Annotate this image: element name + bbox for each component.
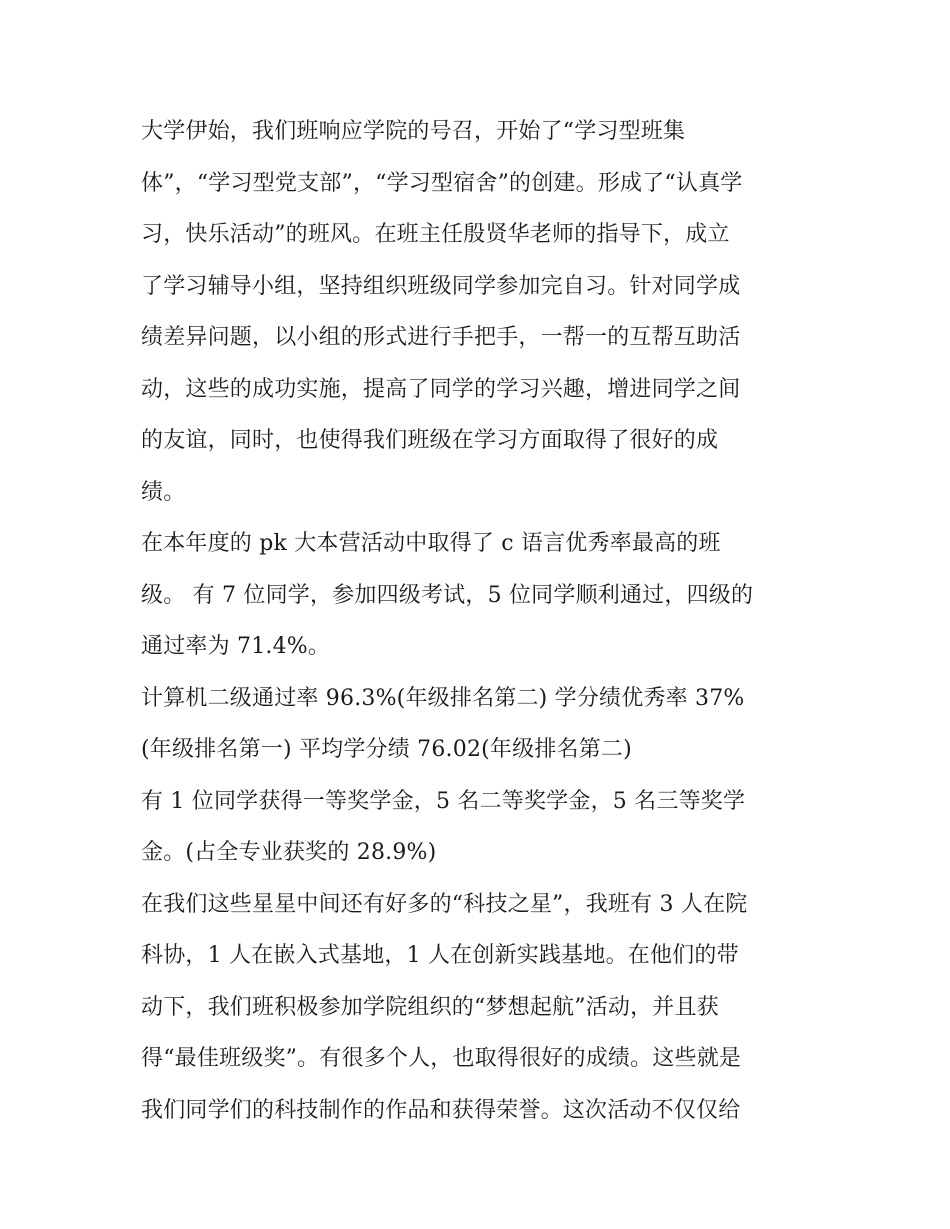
- text-line: 在我们这些星星中间还有好多的“科技之星”，我班有 3 人在院: [141, 891, 748, 917]
- text-line: 体”，“学习型党支部”，“学习型宿舍”的创建。形成了“认真学: [141, 170, 743, 196]
- text-line: 的友谊，同时，也使得我们班级在学习方面取得了很好的成: [141, 428, 719, 453]
- text-line: 金。(占全专业获奖的 28.9%): [141, 840, 437, 865]
- text-line: 绩。: [141, 479, 186, 505]
- text-line: 大学伊始，我们班响应学院的号召，开始了“学习型班集: [141, 119, 686, 144]
- text-line: 得“最佳班级奖”。有很多个人，也取得很好的成绩。这些就是: [141, 1046, 742, 1071]
- text-line: 有 1 位同学获得一等奖学金，5 名二等奖学金，5 名三等奖学: [141, 788, 746, 814]
- text-line: 动下，我们班积极参加学院组织的“梦想起航”活动，并且获: [141, 994, 719, 1020]
- text-line: 我们同学们的科技制作的作品和获得荣誉。这次活动不仅仅给: [141, 1097, 741, 1123]
- text-line: (年级排名第一) 平均学分绩 76.02(年级排名第二): [141, 737, 632, 762]
- text-line: 计算机二级通过率 96.3%(年级排名第二) 学分绩优秀率 37%: [141, 685, 745, 711]
- body-text: [141, 106, 821, 1136]
- text-line: 动，这些的成功实施，提高了同学的学习兴趣，增进同学之间: [141, 376, 741, 402]
- text-line: 绩差异问题，以小组的形式进行手把手，一帮一的互帮互助活: [141, 325, 741, 350]
- text-line: 通过率为 71.4%。: [141, 634, 331, 659]
- text-line: 科协，1 人在嵌入式基地，1 人在创新实践基地。在他们的带: [141, 943, 739, 968]
- text-line: 了学习辅导小组，坚持组织班级同学参加完自习。针对同学成: [141, 273, 741, 299]
- text-line: 习，快乐活动”的班风。在班主任殷贤华老师的指导下，成立: [141, 222, 730, 247]
- text-line: 级。 有 7 位同学，参加四级考试，5 位同学顺利通过，四级的: [141, 582, 754, 608]
- text-line: 在本年度的 pk 大本营活动中取得了 c 语言优秀率最高的班: [141, 531, 721, 556]
